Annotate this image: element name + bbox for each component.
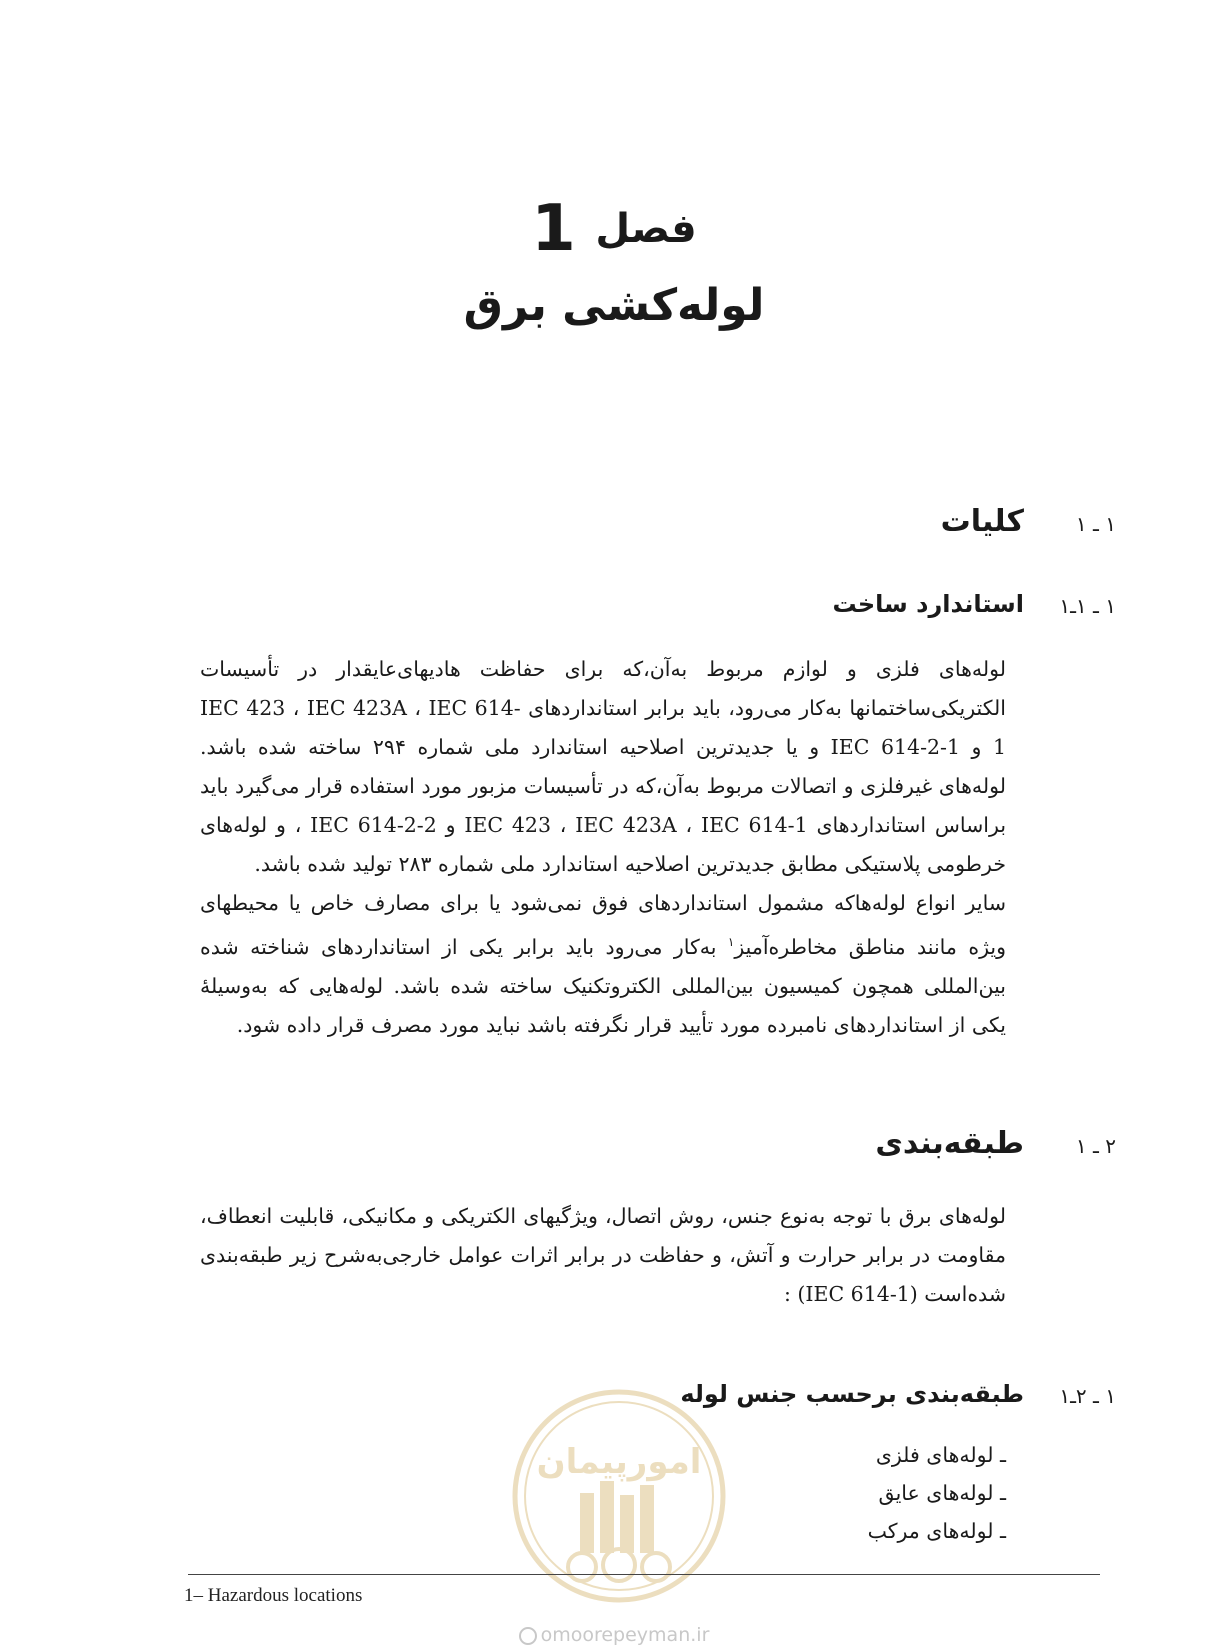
chapter-number: 1 bbox=[531, 192, 576, 266]
subsection-number: ۱ ـ ۱ـ۱ bbox=[1059, 594, 1116, 618]
watermark-url bbox=[0, 1624, 1228, 1646]
subsection-title: استاندارد ساخت bbox=[832, 590, 1024, 618]
section-heading-1 bbox=[816, 504, 1116, 544]
list-item: ـ لوله‌های عایق bbox=[878, 1481, 1006, 1505]
pipe-material-list bbox=[606, 1436, 1006, 1550]
subsection-title: طبقه‌بندی برحسب جنس لوله bbox=[680, 1380, 1024, 1408]
body-paragraph-classification: لوله‌های برق با توجه به‌نوع جنس، روش اتصال، ویژگیهای الکتریکی و مکانیکی، قابلیت انعطاف، مقاومت در برابر حرارت و آتش، و حفاظت در برابر اثرات عوامل خارجی‌به‌شرح زیر طبقه‌بندی شده‌است (IEC 614-1) : bbox=[200, 1204, 1006, 1306]
subsection-number: ۱ ـ ۲ـ۱ bbox=[1059, 1384, 1116, 1408]
list-item: ـ لوله‌های فلزی bbox=[875, 1443, 1006, 1467]
chapter-word: فصل bbox=[595, 206, 697, 252]
section-heading-2 bbox=[816, 1126, 1116, 1166]
watermark-url-text: omoorepeyman.ir bbox=[540, 1624, 710, 1646]
paragraph-text: لوله‌های فلزی و لوازم مربوط به‌آن،که برای حفاظت هادیهای‌عایقدار در تأسیسات الکتریکی‌ساختمانها به‌کار می‌رود، باید برابر استانداردهای IEC 423 ، IEC 423A ، IEC 614-1 و IEC 614-2-1 و یا جدیدترین اصلاحیه استاندارد ملی شماره ۲۹۴ ساخته شده باشد. لوله‌های غیرفلزی و اتصالات مربوط به‌آن،که در تأسیسات مزبور مورد استفاده قرار می‌گیرد باید براساس استانداردهای IEC 423 ، IEC 423A ، IEC 614-1 و IEC 614-2-2 ، و لوله‌های خرطومی پلاستیکی مطابق جدیدترین اصلاحیه استاندارد ملی شماره ۲۸۳ تولید شده باشد. bbox=[200, 657, 1007, 876]
chapter-title: لوله‌کشی برق bbox=[463, 280, 765, 331]
footnote: 1– Hazardous locations bbox=[184, 1585, 363, 1606]
section-number: ۲ ـ ۱ bbox=[1075, 1134, 1116, 1158]
section-title: کلیات bbox=[940, 504, 1024, 539]
subsection-heading-1-1 bbox=[716, 590, 1116, 626]
paragraph-text: به‌کار می‌رود باید برابر یکی از استانداردهای شناخته شده بین‌المللی همچون کمیسیون بین‌المللی الکتروتکنیک ساخته شده باشد. لوله‌هایی که به‌وسیلهٔ یکی از استانداردهای نامبرده مورد تأیید قرار نگرفته باشد نباید مورد مصرف قرار داده شود. bbox=[200, 934, 1006, 1037]
list-item: ـ لوله‌های مرکب bbox=[867, 1519, 1006, 1543]
footnote-divider bbox=[188, 1574, 1100, 1575]
at-icon bbox=[519, 1627, 537, 1645]
svg-text:امورپیمان: امورپیمان bbox=[536, 1442, 702, 1482]
paragraph-text: سایر انواع لوله‌هاکه مشمول استانداردهای فوق نمی‌شود یا برای مصارف خاص یا محیطهای ویژه مانند مناطق مخاطره‌آمیز bbox=[200, 891, 1006, 959]
body-paragraph-standards bbox=[200, 650, 1006, 1045]
footnote-reference: ۱ bbox=[727, 935, 735, 949]
section-title: طبقه‌بندی bbox=[875, 1126, 1024, 1161]
chapter-heading bbox=[0, 192, 1228, 266]
section-number: ۱ ـ ۱ bbox=[1075, 512, 1116, 536]
